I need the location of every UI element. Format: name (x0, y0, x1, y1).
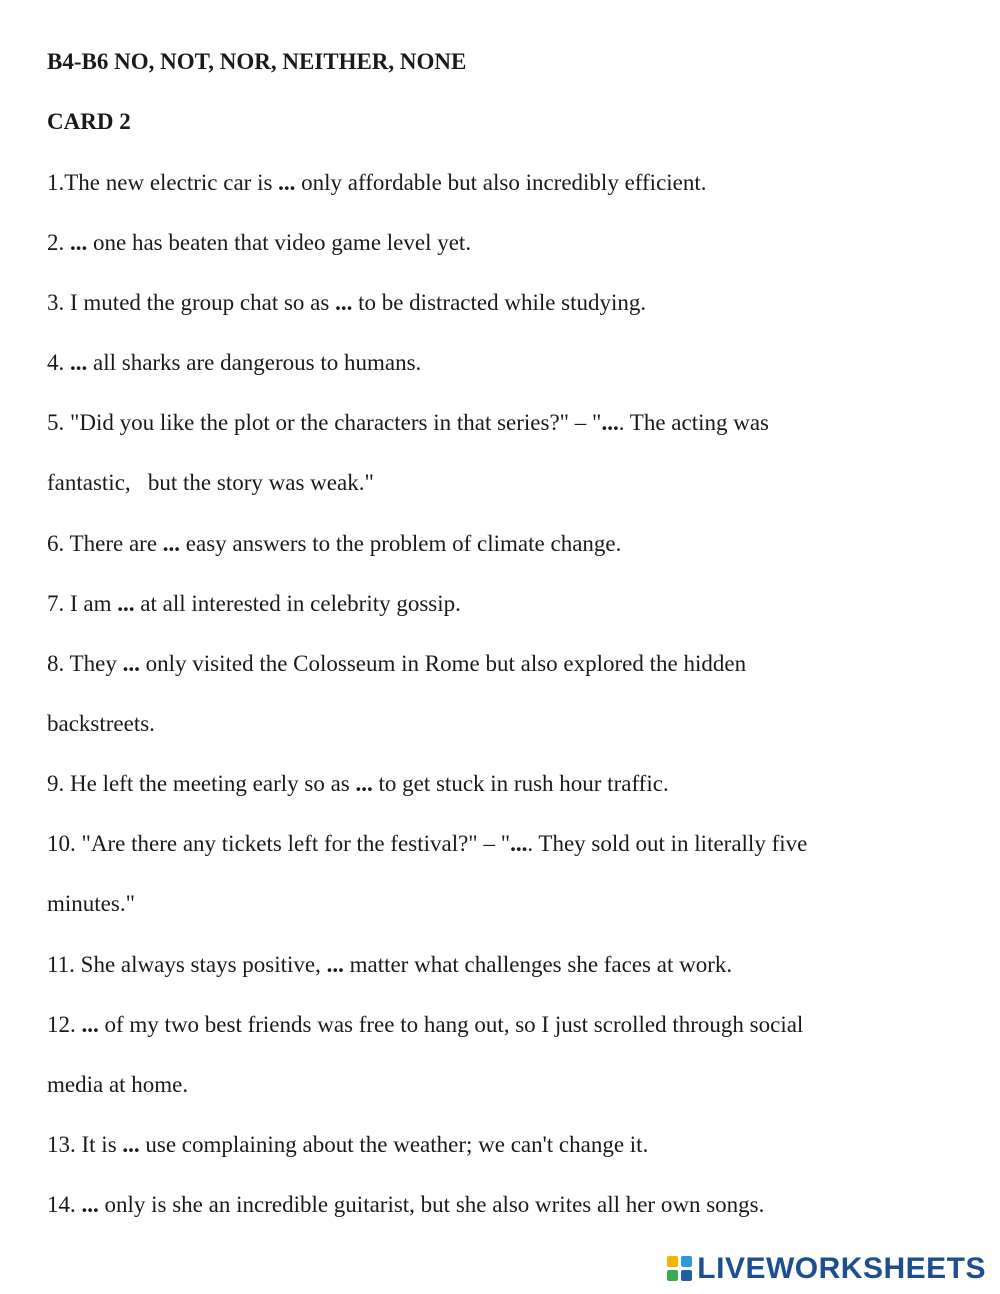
question-14 (47, 1191, 764, 1219)
question-3 (47, 289, 646, 317)
question-6 (47, 530, 621, 558)
answer-blank[interactable]: ... (162, 531, 181, 556)
question-text: 3. I muted the group chat so as (47, 290, 336, 315)
answer-blank[interactable]: ... (510, 831, 528, 856)
question-text: only is she an incredible guitarist, but she also writes all her own songs. (98, 1192, 765, 1217)
question-text: to get stuck in rush hour traffic. (372, 771, 669, 796)
question-text: 4. (47, 350, 70, 375)
answer-blank[interactable]: ... (70, 230, 88, 255)
page-title: B4-B6 NO, NOT, NOR, NEITHER, NONE (47, 49, 467, 74)
question-text: 11. She always stays positive, (47, 952, 327, 977)
question-12-continued: media at home. (47, 1072, 189, 1097)
answer-blank[interactable]: ... (117, 591, 135, 616)
question-1 (47, 169, 707, 197)
answer-blank[interactable]: ... (81, 1192, 99, 1217)
question-text: one has beaten that video game level yet. (87, 230, 472, 255)
question-10-continued: minutes." (47, 891, 135, 916)
liveworksheets-brand[interactable] (667, 1252, 986, 1286)
question-9 (47, 770, 669, 798)
answer-blank[interactable]: ... (122, 651, 140, 676)
question-text: 5. "Did you like the plot or the characters in that series?" – " (47, 410, 602, 435)
question-11 (47, 951, 732, 979)
answer-blank[interactable]: ... (278, 170, 296, 195)
question-text: only visited the Colosseum in Rome but also explored the hidden (139, 651, 747, 676)
liveworksheets-logo-icon (667, 1256, 693, 1282)
answer-blank[interactable]: ... (335, 290, 353, 315)
question-text: of my two best friends was free to hang out, so I just scrolled through social (98, 1012, 804, 1037)
question-8-continued: backstreets. (47, 711, 155, 736)
question-text: 9. He left the meeting early so as (47, 771, 356, 796)
question-text: 2. (47, 230, 70, 255)
question-text: 12. (47, 1012, 82, 1037)
answer-blank[interactable]: ... (326, 952, 344, 977)
question-text: use complaining about the weather; we can't change it. (139, 1132, 649, 1157)
question-5 (47, 409, 769, 437)
answer-blank[interactable]: ... (355, 771, 373, 796)
question-text: easy answers to the problem of climate change. (180, 531, 622, 556)
question-text: 6. There are (47, 531, 163, 556)
question-13 (47, 1131, 648, 1159)
question-7 (47, 590, 461, 618)
question-8 (47, 650, 746, 678)
question-text: . The acting was (618, 410, 770, 435)
question-text: 14. (47, 1192, 82, 1217)
answer-blank[interactable]: ... (70, 350, 88, 375)
question-text: 10. "Are there any tickets left for the festival?" – " (47, 831, 511, 856)
question-12 (47, 1011, 803, 1039)
question-text: matter what challenges she faces at work. (343, 952, 733, 977)
question-text: all sharks are dangerous to humans. (87, 350, 422, 375)
question-text: 8. They (47, 651, 123, 676)
question-text: 13. It is (47, 1132, 123, 1157)
question-text: 7. I am (47, 591, 118, 616)
question-10 (47, 830, 807, 858)
question-2 (47, 229, 471, 257)
question-text: at all interested in celebrity gossip. (134, 591, 461, 616)
card-label: CARD 2 (47, 109, 131, 134)
question-5-continued: fantastic, but the story was weak." (47, 470, 374, 495)
question-4 (47, 349, 421, 377)
answer-blank[interactable]: ... (122, 1132, 140, 1157)
question-text: only affordable but also incredibly efficient. (295, 170, 707, 195)
brand-name: LIVEWORKSHEETS (697, 1252, 986, 1285)
question-text: to be distracted while studying. (352, 290, 647, 315)
question-text: 1.The new electric car is (47, 170, 279, 195)
question-text: . They sold out in literally five (527, 831, 808, 856)
answer-blank[interactable]: ... (81, 1012, 99, 1037)
answer-blank[interactable]: ... (601, 410, 619, 435)
